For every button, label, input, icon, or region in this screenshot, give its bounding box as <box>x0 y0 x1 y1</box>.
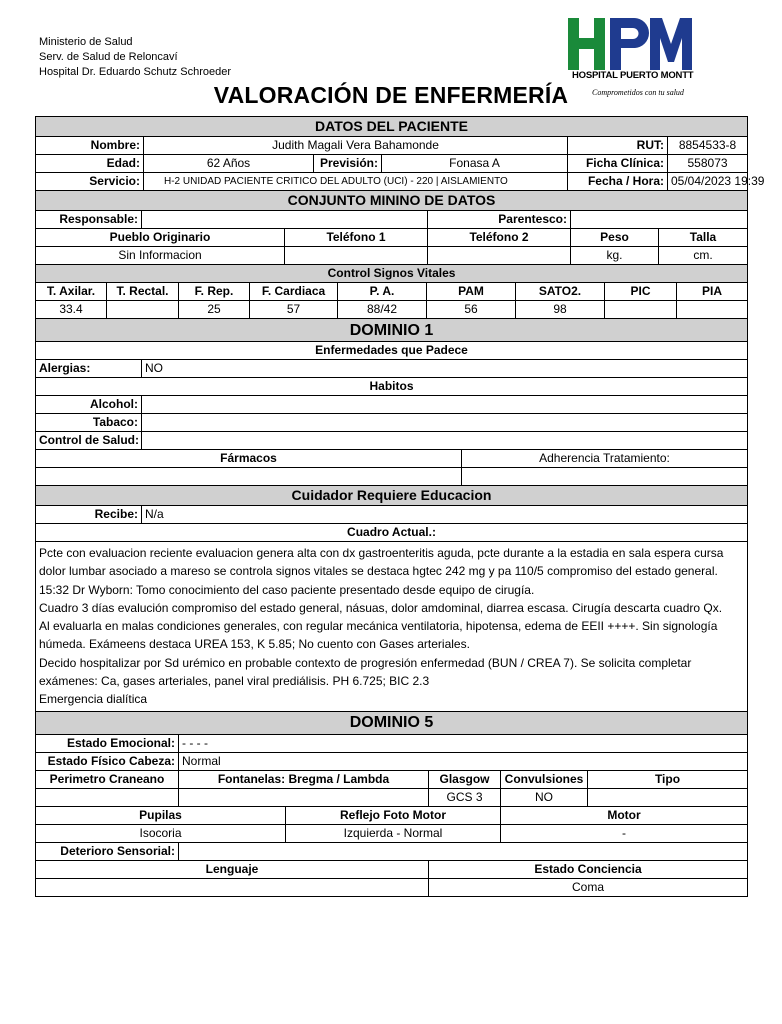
alcohol-label: Alcohol: <box>36 396 142 414</box>
domain1-table <box>35 318 748 712</box>
age-label: Edad: <box>36 155 144 173</box>
current-condition-text <box>36 542 748 712</box>
caregiver-heading: Cuidador Requiere Educacion <box>36 486 748 506</box>
emotional-state-label: Estado Emocional: <box>36 734 179 752</box>
receives-value: N/a <box>142 506 748 524</box>
vital-value <box>677 301 748 319</box>
photomotor-reflex-value: Izquierda - Normal <box>286 824 501 842</box>
logo-tagline: Comprometidos con tu salud <box>592 88 684 97</box>
institution-header <box>39 35 231 80</box>
logo-subtitle: HOSPITAL PUERTO MONTT <box>572 70 694 81</box>
hospital-line: Hospital Dr. Eduardo Schutz Schroeder <box>39 66 231 78</box>
condition-paragraph: 15:32 Dr Wyborn: Tomo conocimiento del caso paciente presentado desde equipo de cirugía. <box>39 582 535 597</box>
health-control-label: Control de Salud: <box>36 432 142 450</box>
seizures-header: Convulsiones <box>501 770 588 788</box>
ethnic-group-value: Sin Informacion <box>36 247 285 265</box>
patient-data-table <box>35 116 765 191</box>
glasgow-value: GCS 3 <box>429 788 501 806</box>
phone1-header: Teléfono 1 <box>285 229 428 247</box>
pupils-value: Isocoria <box>36 824 286 842</box>
vital-header: PAM <box>427 283 516 301</box>
tobacco-value <box>142 414 748 432</box>
vital-value <box>107 301 179 319</box>
pupils-header: Pupilas <box>36 806 286 824</box>
habits-heading: Habitos <box>36 378 748 396</box>
clinical-record-value: 558073 <box>668 155 748 173</box>
phone1-value <box>285 247 428 265</box>
tobacco-label: Tabaco: <box>36 414 142 432</box>
page-title: VALORACIÓN DE ENFERMERÍA <box>213 82 569 108</box>
vital-header: PIC <box>605 283 677 301</box>
service-value: H-2 UNIDAD PACIENTE CRITICO DEL ADULTO (UCI) - 220 | AISLAMIENTO <box>144 173 568 191</box>
vital-signs-table <box>35 264 748 319</box>
height-value: cm. <box>659 247 748 265</box>
service-label: Servicio: <box>36 173 144 191</box>
vital-header: F. Rep. <box>179 283 250 301</box>
phone2-header: Teléfono 2 <box>428 229 571 247</box>
vital-header: PIA <box>677 283 748 301</box>
responsible-value <box>142 211 428 229</box>
vital-value: 33.4 <box>36 301 107 319</box>
photomotor-reflex-header: Reflejo Foto Motor <box>286 806 501 824</box>
ethnic-group-header: Pueblo Originario <box>36 229 285 247</box>
motor-value: - <box>501 824 748 842</box>
domain1-heading: DOMINIO 1 <box>36 319 748 342</box>
allergies-label: Alergias: <box>36 360 142 378</box>
rut-label: RUT: <box>568 137 668 155</box>
patient-data-heading: DATOS DEL PACIENTE <box>36 117 748 137</box>
condition-paragraph: Pcte con evaluacion reciente evaluacion genera alta con dx gastroenteritis aguda, pcte durante a la estadia en sala espera cursa dolor lumbar asociado a mareso se controla signos vitales se destaca hgtec 242 mg y pa 110/5 compromiso del estado general. <box>39 546 724 579</box>
condition-paragraph: Decido hospitalizar por Sd urémico en probable contexto de progresión enfermedad (BUN / CREA 7). Se solicita completar exámenes: Ca, gases arteriales, panel viral prediálisis. PH 6.725; BIC 2.3 <box>39 655 692 689</box>
vital-signs-heading: Control Signos Vitales <box>36 265 748 283</box>
prevision-value: Fonasa A <box>382 155 568 173</box>
datetime-label: Fecha / Hora: <box>568 173 668 191</box>
drugs-value <box>36 468 462 486</box>
type-value <box>588 788 748 806</box>
adherence-value <box>462 468 748 486</box>
prevision-label: Previsión: <box>314 155 382 173</box>
vital-header: T. Rectal. <box>107 283 179 301</box>
ministry-line: Ministerio de Salud <box>39 36 133 48</box>
height-header: Talla <box>659 229 748 247</box>
vital-header: T. Axilar. <box>36 283 107 301</box>
condition-paragraph: Cuadro 3 días evalución compromiso del estado general, násuas, dolor amdominal, diarrea escasa. Cirugía descarta cuadro Qx. <box>39 600 723 615</box>
type-header: Tipo <box>588 770 748 788</box>
nursing-form <box>35 117 765 897</box>
responsible-label: Responsable: <box>36 211 142 229</box>
cranial-perimeter-value <box>36 788 179 806</box>
domain5-heading: DOMINIO 5 <box>36 711 748 734</box>
vital-value: 56 <box>427 301 516 319</box>
relationship-label: Parentesco: <box>428 211 571 229</box>
name-value: Judith Magali Vera Bahamonde <box>144 137 568 155</box>
name-label: Nombre: <box>36 137 144 155</box>
head-state-label: Estado Físico Cabeza: <box>36 752 179 770</box>
vital-value <box>605 301 677 319</box>
adherence-heading: Adherencia Tratamiento: <box>462 450 748 468</box>
domain5-table <box>35 711 748 897</box>
fontanelles-header: Fontanelas: Bregma / Lambda <box>179 770 429 788</box>
service-line: Serv. de Salud de Reloncaví <box>39 51 178 63</box>
consciousness-value: Coma <box>429 878 748 896</box>
sensory-deterioration-value <box>179 842 748 860</box>
rut-value: 8854533-8 <box>668 137 748 155</box>
vital-header: SATO2. <box>516 283 605 301</box>
age-value: 62 Años <box>144 155 314 173</box>
sensory-deterioration-label: Deterioro Sensorial: <box>36 842 179 860</box>
vital-value: 98 <box>516 301 605 319</box>
minimum-data-heading: CONJUNTO MININO DE DATOS <box>36 191 748 211</box>
relationship-value <box>571 211 748 229</box>
clinical-record-label: Ficha Clínica: <box>568 155 668 173</box>
drugs-heading: Fármacos <box>36 450 462 468</box>
emotional-state-value: - - - - <box>179 734 748 752</box>
vital-header: P. A. <box>338 283 427 301</box>
health-control-value <box>142 432 748 450</box>
seizures-value: NO <box>501 788 588 806</box>
fontanelles-value <box>179 788 429 806</box>
diseases-heading: Enfermedades que Padece <box>36 342 748 360</box>
alcohol-value <box>142 396 748 414</box>
minimum-data-table <box>35 190 748 265</box>
weight-header: Peso <box>571 229 659 247</box>
language-header: Lenguaje <box>36 860 429 878</box>
consciousness-header: Estado Conciencia <box>429 860 748 878</box>
condition-paragraph: Emergencia dialítica <box>39 692 148 707</box>
receives-label: Recibe: <box>36 506 142 524</box>
glasgow-header: Glasgow <box>429 770 501 788</box>
condition-paragraph: Al evaluarla en malas condiciones generales, con regular mecánica ventilatoria, hipotensa, edema de EEII ++++. Sin signología húmeda. Exámeens destaca UREA 153, K 5.85; No cuento con Gases arteriales. <box>39 619 718 652</box>
head-state-value: Normal <box>179 752 748 770</box>
allergies-value: NO <box>142 360 748 378</box>
language-value <box>36 878 429 896</box>
motor-header: Motor <box>501 806 748 824</box>
datetime-value: 05/04/2023 19:39 <box>668 173 748 191</box>
vital-header: F. Cardiaca <box>250 283 338 301</box>
phone2-value <box>428 247 571 265</box>
weight-value: kg. <box>571 247 659 265</box>
vital-value: 57 <box>250 301 338 319</box>
cranial-perimeter-header: Perimetro Craneano <box>36 770 179 788</box>
vital-value: 88/42 <box>338 301 427 319</box>
current-condition-heading: Cuadro Actual.: <box>36 524 748 542</box>
vital-value: 25 <box>179 301 250 319</box>
